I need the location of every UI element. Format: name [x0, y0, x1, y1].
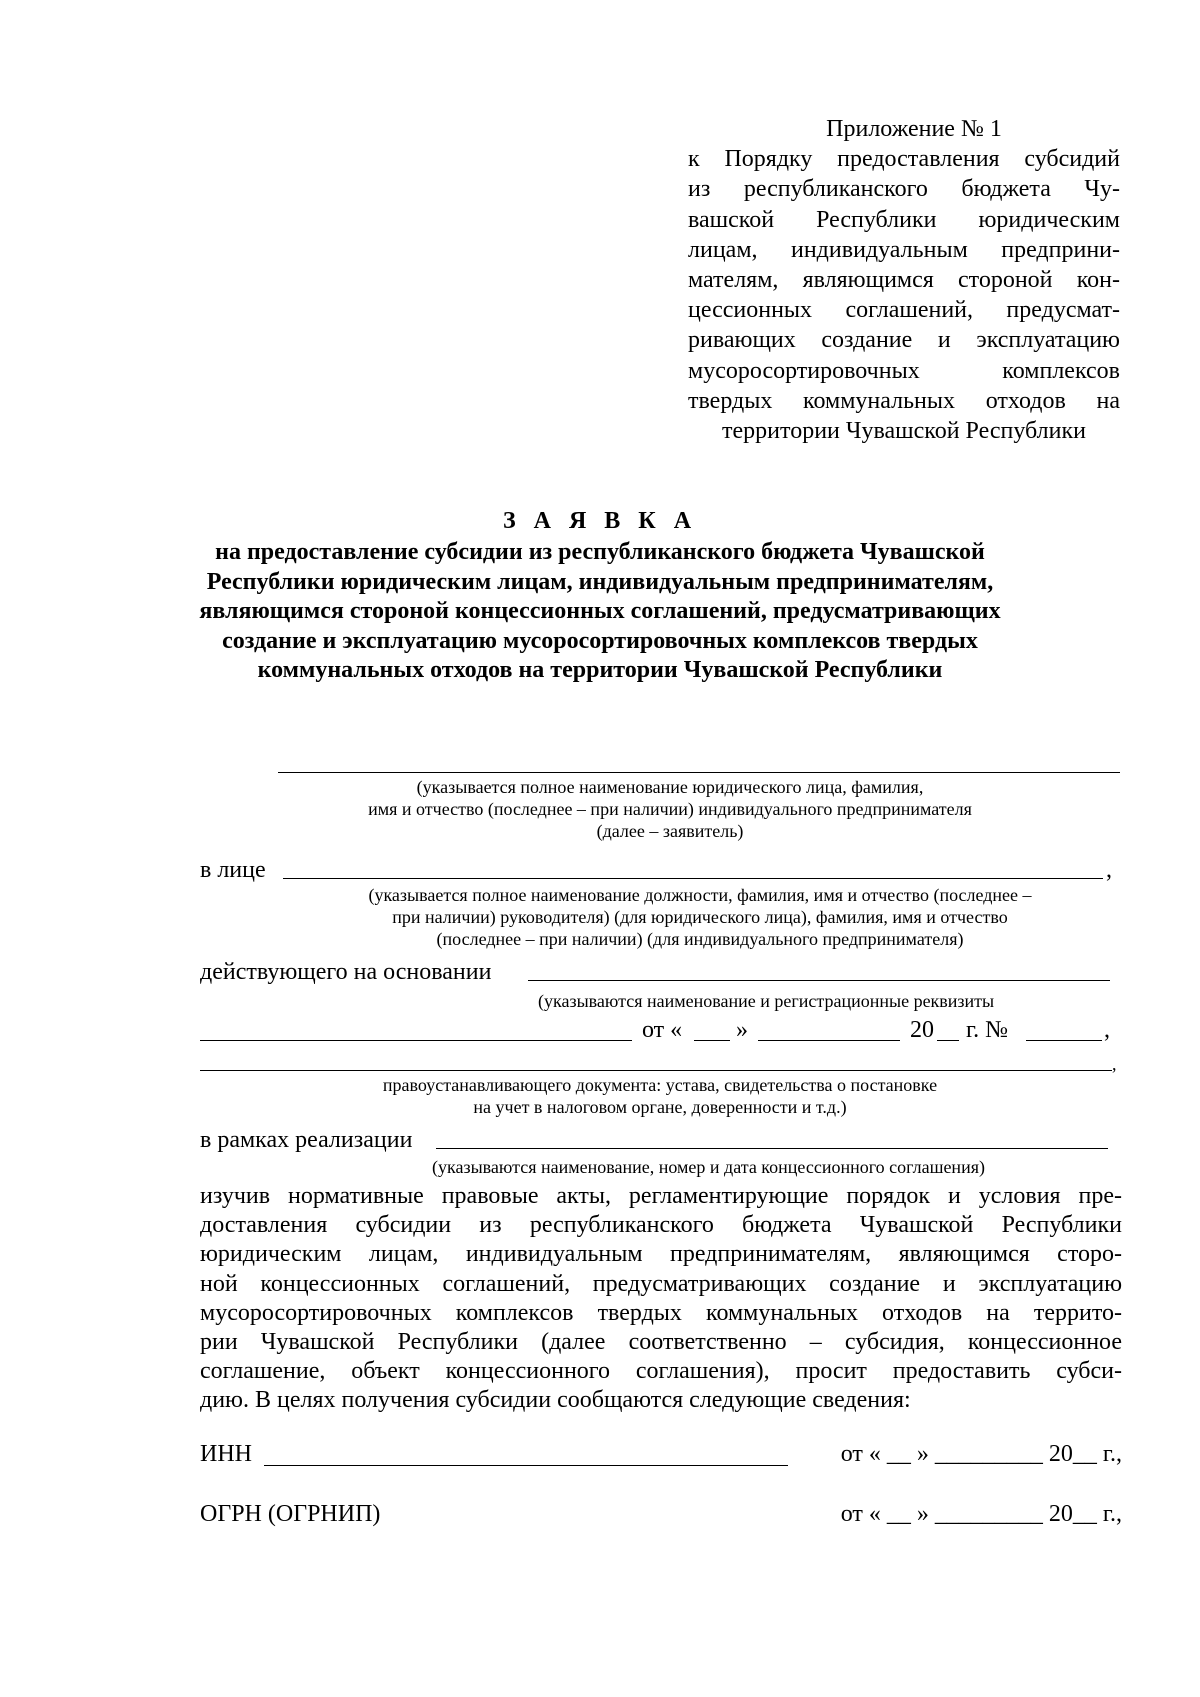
basis-extra-comma: ,	[1112, 1054, 1117, 1074]
representative-hint-line: при наличии) руководителя) (для юридического лица), фамилия, имя и отчество	[392, 907, 1008, 927]
applicant-hint-line: (далее – заявитель)	[596, 821, 744, 841]
representative-comma: ,	[1106, 857, 1112, 883]
appendix-line: цессионных соглашений, предусмат-	[688, 297, 1120, 324]
basis-doc-hint-line: на учет в налоговом органе, доверенности и т.д.)	[473, 1097, 847, 1117]
basis-line[interactable]	[528, 980, 1110, 981]
appendix-line: мусоросортировочных комплексов	[688, 357, 1120, 384]
body-paragraph	[200, 1182, 1122, 1416]
basis-doc-line[interactable]	[200, 1040, 632, 1041]
basis-comma: ,	[1104, 1017, 1110, 1043]
appendix-line: к Порядку предоставления субсидий	[688, 146, 1120, 173]
body-line: рии Чувашской Республики (далее соответственно – субсидия, концессионное	[200, 1329, 1122, 1356]
body-line: соглашение, объект концессионного соглашения), просит предоставить субси-	[200, 1358, 1122, 1385]
appendix-line: лицам, индивидуальным предприни-	[688, 236, 1120, 263]
body-line: доставления субсидии из республиканского бюджета Чувашской Республики	[200, 1212, 1122, 1239]
ogrn-date[interactable]: от « __ » _________ 20__ г.,	[840, 1501, 1122, 1527]
agreement-label: в рамках реализации	[200, 1127, 413, 1153]
inn-input-line[interactable]	[264, 1465, 788, 1466]
applicant-hint	[230, 776, 1110, 842]
representative-label: в лице	[200, 857, 266, 883]
subtitle-line: коммунальных отходов на территории Чувашской Республики	[257, 657, 943, 683]
inn-field-row	[200, 1441, 1122, 1471]
representative-hint-line: (последнее – при наличии) (для индивидуального предпринимателя)	[436, 929, 964, 949]
appendix-line: ривающих создание и эксплуатацию	[688, 327, 1120, 354]
appendix-line: твердых коммунальных отходов на	[688, 387, 1120, 414]
basis-extra-line[interactable]	[200, 1070, 1112, 1071]
ogrn-label: ОГРН (ОГРНИП)	[200, 1501, 381, 1527]
appendix-line: из республиканского бюджета Чу-	[688, 176, 1120, 203]
document-subtitle	[180, 538, 1020, 686]
appendix-line: мателям, являющимся стороной кон-	[688, 267, 1120, 294]
document-title: З А Я В К А	[502, 508, 698, 534]
inn-label: ИНН	[200, 1441, 252, 1467]
representative-hint	[270, 884, 1130, 950]
basis-doc-hint-line: правоустанавливающего документа: устава, свидетельства о постановке	[382, 1075, 938, 1095]
basis-year-line[interactable]	[937, 1040, 959, 1041]
body-line: ной концессионных соглашений, предусматривающих создание и эксплуатацию	[200, 1270, 1122, 1297]
applicant-hint-line: (указывается полное наименование юридического лица, фамилия,	[416, 777, 924, 797]
body-line-last: дию. В целях получения субсидии сообщаются следующие сведения:	[200, 1387, 911, 1414]
basis-hint: (указываются наименование и регистрационные реквизиты	[538, 991, 995, 1011]
basis-month-line[interactable]	[758, 1040, 900, 1041]
subtitle-line: являющимся стороной концессионных соглашений, предусматривающих	[199, 598, 1001, 624]
applicant-name-line[interactable]	[278, 772, 1120, 773]
basis-date-from: от «	[642, 1017, 683, 1043]
body-line: изучив нормативные правовые акты, регламентирующие порядок и условия пре-	[200, 1183, 1122, 1209]
agreement-hint: (указываются наименование, номер и дата концессионного соглашения)	[432, 1157, 985, 1177]
representative-line[interactable]	[283, 878, 1103, 879]
subtitle-line: на предоставление субсидии из республиканского бюджета Чувашской	[215, 539, 985, 565]
subtitle-line: создание и эксплуатацию мусоросортировочных комплексов твердых	[222, 627, 978, 654]
body-line: юридическим лицам, индивидуальным предпринимателям, являющимся сторо-	[200, 1241, 1122, 1268]
basis-number-label: г. №	[966, 1017, 1009, 1043]
appendix-block	[688, 114, 1120, 446]
ogrn-field-row	[200, 1501, 1122, 1531]
basis-doc-hint	[270, 1074, 1050, 1118]
appendix-line-last: территории Чувашской Республики	[722, 418, 1086, 445]
subtitle-line: Республики юридическим лицам, индивидуальным предпринимателям,	[206, 568, 994, 595]
agreement-line[interactable]	[436, 1148, 1108, 1149]
inn-date[interactable]: от « __ » _________ 20__ г.,	[840, 1441, 1122, 1467]
basis-year-prefix: 20	[910, 1017, 934, 1043]
basis-number-line[interactable]	[1026, 1040, 1102, 1041]
applicant-hint-line: имя и отчество (последнее – при наличии) индивидуального предпринимателя	[368, 799, 972, 819]
basis-label: действующего на основании	[200, 959, 492, 985]
basis-day-line[interactable]	[694, 1040, 730, 1041]
body-line: мусоросортировочных комплексов твердых коммунальных отходов на террито-	[200, 1299, 1122, 1326]
basis-date-close: »	[736, 1017, 748, 1043]
representative-hint-line: (указывается полное наименование должности, фамилия, имя и отчество (последнее –	[368, 885, 1032, 905]
appendix-line: вашской Республики юридическим	[688, 206, 1120, 233]
appendix-title: Приложение № 1	[826, 116, 1002, 142]
